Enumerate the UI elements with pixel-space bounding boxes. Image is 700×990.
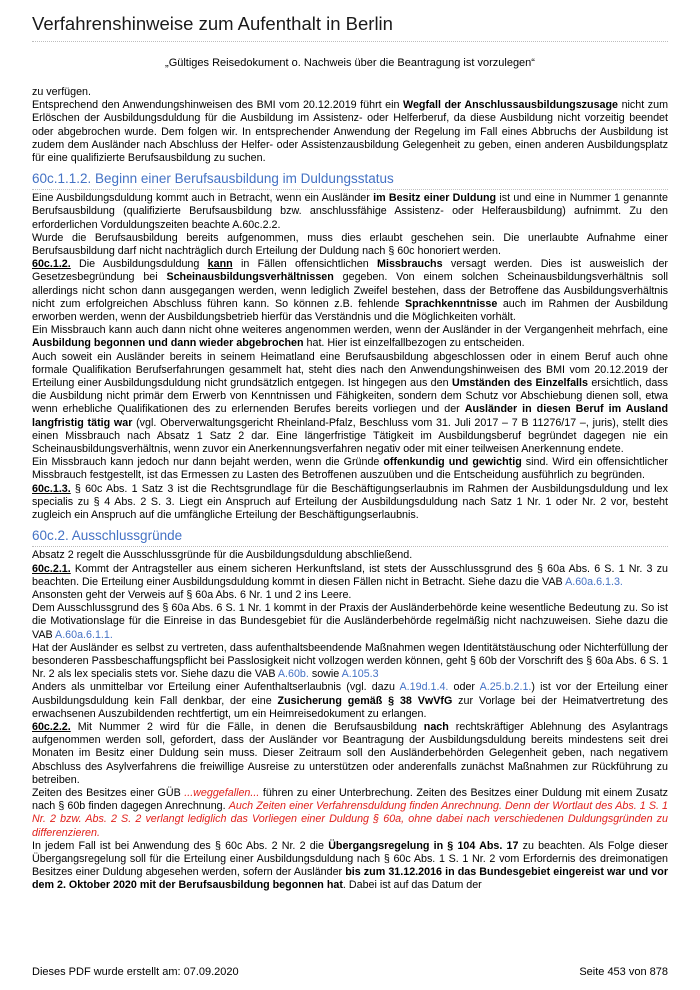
text: sowie [308,668,342,681]
paragraph [32,642,668,682]
bold-text: Zusicherung gemäß § 38 VwVfG [277,694,453,707]
text: ) ist vor der Erteilung einer Ausbildungsduldung kein Fall denkbar, der eine [32,681,668,707]
paragraph [32,456,668,482]
bold-text: Umständen des Einzelfalls [451,377,588,390]
text: Kommt der Antragsteller aus einem sicheren Herkunftsland, ist stets der Ausschlussgrund des § 60a Abs. 6 S. 1 Nr. 3 zu beachten. Die Erteilung einer Ausbildungsduldung kommt in diesen Fällen nicht in Betracht. Siehe dazu die VAB [32,562,668,588]
paragraph-60c13 [32,483,668,523]
text: zu verfügen. [32,86,91,98]
bold-text: Wegfall der Anschlussausbildungszusage [403,99,619,112]
text: Hat der Ausländer es selbst zu vertreten, dass aufenthaltsbeendende Maßnahmen wegen Identitätstäuschung oder Nichterfüllung der besonderen Passbeschaffungspflicht bei Passlosigkeit nicht vollzogen werden können, geht § 60b der Vorschrift des § 60a Abs. 6 S. 1 Nr. 2 als lex specialis stets vor. Siehe dazu die VAB [32,641,668,681]
page-number: Seite 453 von 878 [579,966,668,978]
text: oder [448,681,480,694]
paragraph [32,192,668,232]
section-ref: 60c.1.2. [32,258,71,271]
text: Anders als unmittelbar vor Erteilung einer Aufenthaltserlaubnis (vgl. dazu [32,681,400,694]
text: zu beachten. Als Folge dieser Übergangsregelung soll für die Erteilung einer Ausbildungsduldung nach § 60c Abs. 1 S. 1 Nr. 2 vom Erfordernis des dreimonatigen Besitzes einer Duldung abgesehen werden, sofern der Ausländer [32,839,668,879]
text: Eine Ausbildungsduldung kommt auch in Betracht, wenn ein Ausländer [32,192,374,205]
paragraph [32,840,668,893]
text: Ein Missbrauch kann auch dann nicht ohne weiteres angenommen werden, wenn der Ausländer in der Vergangenheit mehrfach, eine [32,324,668,337]
paragraph [32,324,668,350]
text: ist und eine in Nummer 1 genannte Berufsausbildung (qualifizierte Berufsausbildung bzw. anschlussfähige Assistenz- oder Helferausbildung) aufnimmt. Zu den erforderlichen Vorduldungszeiten beachte A.60c.2.2. [32,192,668,231]
bold-text: Scheinausbildungsverhältnissen [166,271,334,284]
bold-text: bis zum 31.12.2016 in das Bundesgebiet eingereist war und vor dem 2. Oktober 2020 mit der Berufsausbildung begonnen hat [32,866,668,892]
text: Mit Nummer 2 wird für die Fälle, in denen die Berufsausbildung [70,720,424,733]
text: (vgl. Oberverwaltungsgericht Rheinland-Pfalz, Beschluss vom 31. Juli 2017 – 7 B 11276/17 –, juris), stellt dies einen Missbrauch nach Absatz 1 Satz 2 dar. Eine längerfristige Tätigkeit im Ausbildungsberuf begründet dagegen nie ein Scheinausbildungsverhältnis, wenn zuvor ein Anerkennungsverfahren negativ oder mit einer teilweisen Anerkennung endete. [32,416,668,456]
paragraph: Ansonsten geht der Verweis auf § 60a Abs. 6 Nr. 1 und 2 ins Leere. [32,588,352,601]
intro-paragraph [32,86,668,165]
text: zur Vorlage bei der Heimatvertretung des erwachsenen Auszubildenden rechtfertigt, um ein Heimreisedokument zu erlangen. [32,694,669,720]
created-date: Dieses PDF wurde erstellt am: 07.09.2020 [32,966,239,978]
page-footer [32,966,668,978]
text: sind. Wird ein offensichtlicher Missbrauch festgestellt, ist das Ermessen zu Lasten des Betroffenen auszuüben und die Entscheidung ausführlich zu begründen. [32,456,668,482]
title-divider [32,41,668,42]
section-heading-60c2: 60c.2. Ausschlussgründe [32,528,183,544]
text: nicht zum Erlöschen der Ausbildungsduldung für die Ausbildung im Assistenz- oder Helferberuf, da diese Ausbildung nicht vorzeitig beendet oder abgebrochen wurde. Dem folgen wir. In entsprechender Anwendung der Regelung im Fall eines Abbruchs der Ausbildung ist zudem dem Ausländer nach Abschluss der Helfer- oder Assistenzausbildung Gelegenheit zu geben, einen anderen Ausbildungsplatz für eine qualifizierte Berufsausbildung zu suchen. [32,99,669,165]
paragraph [32,681,668,721]
text: In jedem Fall ist bei Anwendung des § 60c Abs. 2 Nr. 2 die [32,839,329,852]
edit-note: Auch Zeiten einer Verfahrensduldung finden Anrechnung. Denn der Wortlaut des Abs. 1 S. 1 Nr. 2 bzw. Abs. 2 S. 2 verlangt lediglich das Vorliegen einer Duldung § 60a, ohne dabei nach verschiedenen Duldungsgründen zu differenzieren. [32,800,668,839]
text: Die Ausbildungsduldung [70,258,208,271]
paragraph-60c22 [32,721,668,787]
paragraph-60c21 [32,563,668,589]
text: führen zu einer Unterbrechung. Zeiten des Besitzes einer Duldung mit einem Zusatz nach § 60b finden dagegen Anrechnung. [32,786,668,813]
paragraph [32,602,668,642]
text: Ein Missbrauch kann jedoch nur dann bejaht werden, wenn die Gründe [32,456,384,469]
text: Entsprechend den Anwendungshinweisen des BMI vom 20.12.2019 führt ein [32,99,404,112]
section-ref: 60c.1.3. [32,482,71,495]
paragraph [32,787,668,840]
text: Dem Ausschlussgrund des § 60a Abs. 6 S. 1 Nr. 1 kommt in der Praxis der Ausländerbehörde keine wesentliche Bedeutung zu. So ist die Motivationslage für die Einreise in das Bundesgebiet für die Ausländerbehörde regelmäßig nicht nachzuweisen. Siehe dazu die VAB [32,602,668,641]
section-divider [32,189,668,190]
edit-note: ...weggefallen... [184,786,260,799]
section-heading-60c112: 60c.1.1.2. Beginn einer Berufsausbildung im Duldungsstatus [32,171,394,187]
text: versagt werden. Dies ist ausweislich der Gesetzesbegründung bei [32,258,668,284]
quote-line: „Gültiges Reisedokument o. Nachweis über die Beantragung ist vorzulegen“ [165,57,535,69]
bold-text: im Besitz einer Duldung [373,192,497,205]
text: . Dabei ist auf das Datum der [342,879,482,892]
paragraph-60c12 [32,258,668,324]
section-ref: 60c.2.2. [32,720,71,733]
paragraph: Wurde die Berufsausbildung bereits aufgenommen, muss dies erlaubt geschehen sein. Die unerlaubte Aufnahme einer Berufsausbildung darf nicht nachträglich durch Erteilung der Duldung nach § 60c honoriert werden. [32,231,668,258]
bold-text: nach [423,720,449,733]
vab-link[interactable]: A.105.3 [341,668,379,681]
bold-text: Übergangsregelung in § 104 Abs. 17 [328,839,519,852]
text: § 60c Abs. 1 Satz 3 ist die Rechtsgrundlage für die Beschäftigungserlaubnis im Rahmen der Ausbildungsduldung und lex specialis zu § 4 Abs. 2 S. 3. Liegt ein Anspruch auf Erteilung der Ausbildungsduldung nach Satz 1 Nr. 1 oder Nr. 2 vor, besteht zugleich ein Anspruch auf die umfängliche Erteilung der Beschäftigungserlaubnis. [32,482,668,522]
page-title: Verfahrenshinweise zum Aufenthalt in Berlin [32,13,393,34]
text: hat. Hier ist einzelfallbezogen zu entscheiden. [303,337,525,350]
bold-text: offenkundig und gewichtig [383,456,522,469]
paragraph [32,351,668,457]
vab-link[interactable]: A.60a.6.1.1. [55,628,113,641]
bold-text: Ausbildung begonnen und dann wieder abgebrochen [32,337,304,350]
text: gegeben. Von einem solchen Scheinausbildungsverhältnis soll allerdings nicht schon dann ausgegangen werden, wenn lediglich Zweifel bestehen, dass der Betroffene das Ausbildungsverhältnis nicht zum erfolgreichen Abschluss führen kann. So können z.B. fehlende [32,271,668,310]
vab-link[interactable]: A.25.b.2.1. [479,681,532,694]
text: ersichtlich, dass die Ausbildung nicht primär dem Erwerb von Kenntnissen und Fähigkeiten, sondern dem Schutz vor Abschiebung dienen soll, etwa wenn erhebliche Qualifikationen des zu erlernenden Berufes bereits vorliegen und der [32,377,668,416]
bold-text: Sprachkenntnisse [404,297,498,310]
text: auch im Rahmen der Ausbildung erworben werden, wenn der Ausbildungsbetrieb hierfür das Verständnis und die Möglichkeiten vorhält. [32,297,668,324]
vab-link[interactable]: A.60b. [277,668,309,681]
paragraph: Absatz 2 regelt die Ausschlussgründe für die Ausbildungsduldung abschließend. [32,549,413,562]
vab-link[interactable]: A.19d.1.4. [399,681,449,694]
document-page [32,0,668,893]
emphasis-text: kann [207,258,233,271]
section-ref: 60c.2.1. [32,562,71,575]
text: Zeiten des Besitzes einer GÜB [32,786,185,799]
vab-link[interactable]: A.60a.6.1.3. [565,575,623,588]
section-divider [32,546,668,547]
text: rechtskräftiger Ablehnung des Asylantrags aufgenommen werden soll, gefordert, dass der Ausländer vor Beantragung der Ausbildungsduldung bereits mindestens seit drei Monaten im Besitz einer Duldung sein muss. Dieser Zeitraum soll den Ausländerbehörden Gelegenheit geben, nach negativem Abschluss des Asylverfahrens die freiwillige Ausreise zu unterstützen oder anderenfalls zunächst Maßnahmen zur Rückführung zu betreiben. [32,720,668,786]
bold-text: Missbrauchs [377,258,443,271]
text: in Fällen offensichtlichen [232,258,378,271]
bold-text: Ausländer in diesen Beruf im Ausland langfristig tätig war [32,403,668,429]
text: Auch soweit ein Ausländer bereits in seinem Heimatland eine Berufsausbildung abgeschlossen oder in einem Beruf auch ohne formale Qualifikation Berufserfahrungen gesammelt hat, steht dies nach den Anwendungshinweisen des BMI vom 20.12.2019 der Erteilung einer Ausbildungsduldung nicht grundsätzlich entgegen. Ist hingegen aus den [32,350,668,390]
